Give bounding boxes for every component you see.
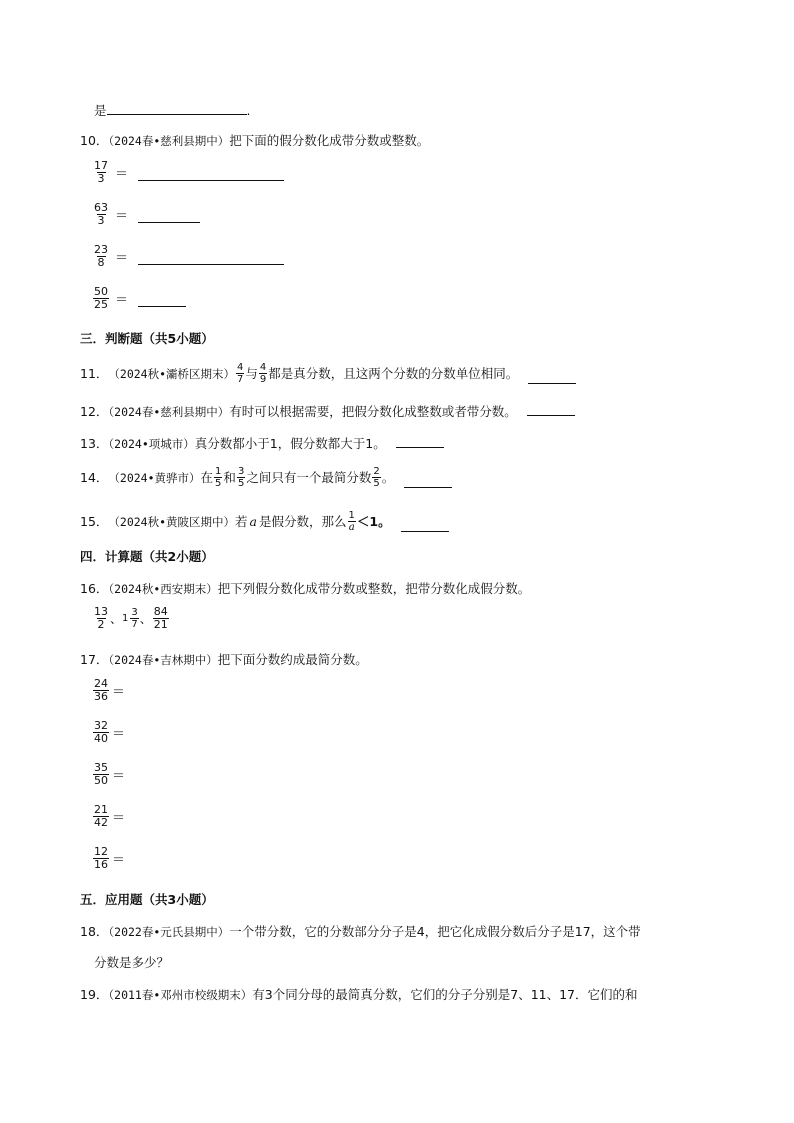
equals-sign: ＝ xyxy=(115,209,129,224)
question-15 xyxy=(80,510,449,533)
question-number: 11． xyxy=(80,365,109,381)
question-text: 真分数都小于1，假分数都大于1。 xyxy=(194,436,386,451)
fraction: $\frac{24}{36}$ xyxy=(94,677,108,703)
question-text: 把下面分数约成最简分数。 xyxy=(217,652,368,667)
fraction: $\frac{84}{21}$ xyxy=(153,605,168,631)
section-heading: 三．判断题（共5小题） xyxy=(80,331,214,346)
answer-blank[interactable] xyxy=(138,264,284,265)
continued-line xyxy=(94,102,251,120)
q10-item-2 xyxy=(92,202,200,227)
question-text-continued: 分数是多少？ xyxy=(94,955,170,970)
question-number: 17． xyxy=(80,652,109,667)
question-number: 12． xyxy=(80,404,109,419)
question-18 xyxy=(80,923,641,941)
question-source: （2024秋•西安期末） xyxy=(108,582,218,596)
question-text: 一个带分数，它的分数部分分子是4，把它化成假分数后分子是17，这个带 xyxy=(229,924,641,939)
equals-sign: ＝ xyxy=(112,685,126,700)
fraction: $\frac{1}{5}$ xyxy=(215,466,222,489)
connector-text: 和 xyxy=(223,469,236,485)
question-text: 之间只有一个最简分数 xyxy=(246,469,372,485)
answer-blank[interactable] xyxy=(404,475,452,488)
fraction: $\frac{2}{5}$ xyxy=(373,466,380,489)
separator: 、 xyxy=(110,612,123,626)
line-prefix: 是 xyxy=(94,103,107,118)
answer-blank[interactable] xyxy=(527,403,575,416)
question-source: （2024秋•黄陂区期中） xyxy=(108,514,236,529)
question-number: 16． xyxy=(80,581,109,596)
equals-sign: ＝ xyxy=(112,853,126,868)
question-19 xyxy=(80,986,638,1004)
fraction: $\frac{63}{3}$ xyxy=(94,201,108,227)
question-source: （2024春•吉林期中） xyxy=(108,653,218,667)
connector-text: 与 xyxy=(245,365,258,381)
answer-blank[interactable] xyxy=(138,222,200,223)
fraction: $\frac{4}{7}$ xyxy=(237,362,244,385)
question-source: （2024•项城市） xyxy=(108,437,195,451)
fraction: $\frac{35}{50}$ xyxy=(94,761,108,787)
connector-text: 在 xyxy=(200,469,214,485)
fraction: $\frac{23}{8}$ xyxy=(94,243,108,269)
question-source: （2024春•慈利县期中） xyxy=(108,405,230,419)
variable-a: a xyxy=(249,513,257,529)
fraction: $\frac{21}{42}$ xyxy=(94,803,108,829)
question-source: （2011春•邓州市校级期末） xyxy=(108,988,253,1002)
q17-item-1 xyxy=(92,678,125,703)
q16-expressions xyxy=(92,606,170,631)
equals-sign: ＝ xyxy=(112,727,126,742)
q17-item-4 xyxy=(92,804,125,829)
q17-item-2 xyxy=(92,720,125,745)
equals-sign: ＝ xyxy=(115,251,129,266)
question-10 xyxy=(80,132,429,150)
question-number: 15． xyxy=(80,513,109,529)
question-12 xyxy=(80,403,575,421)
answer-blank[interactable] xyxy=(528,371,576,384)
fraction: $\frac{32}{40}$ xyxy=(94,719,108,745)
equals-sign: ＝ xyxy=(112,811,126,826)
fraction: $\frac{4}{9}$ xyxy=(259,362,267,385)
answer-blank[interactable] xyxy=(401,519,449,532)
question-text: 有时可以根据需要，把假分数化成整数或者带分数。 xyxy=(229,404,517,419)
question-text: 是假分数，那么 xyxy=(259,513,347,529)
question-number: 10． xyxy=(80,133,109,148)
question-source: （2024•黄骅市） xyxy=(108,470,201,485)
question-11 xyxy=(80,362,576,385)
q10-item-1 xyxy=(92,160,284,185)
q10-item-4 xyxy=(92,286,186,311)
question-number: 18． xyxy=(80,924,109,939)
answer-blank[interactable] xyxy=(107,102,247,115)
question-number: 13． xyxy=(80,436,109,451)
question-17 xyxy=(80,651,368,669)
question-source: （2024春•慈利县期中） xyxy=(108,134,230,148)
question-16 xyxy=(80,580,530,598)
fraction: $\frac{17}{3}$ xyxy=(94,159,108,185)
answer-blank[interactable] xyxy=(138,306,186,307)
question-source: （2022春•元氏县期中） xyxy=(108,925,230,939)
question-14 xyxy=(80,466,452,489)
question-text: 把下面的假分数化成带分数或整数。 xyxy=(229,133,430,148)
answer-blank[interactable] xyxy=(138,180,284,181)
equals-sign: ＝ xyxy=(112,769,126,784)
question-text: 把下列假分数化成带分数或整数，把带分数化成假分数。 xyxy=(217,581,531,596)
fraction: $\frac{1}{a}$ xyxy=(348,510,355,533)
section-heading: 五．应用题（共3小题） xyxy=(80,892,214,907)
answer-blank[interactable] xyxy=(396,435,444,448)
section-heading: 四．计算题（共2小题） xyxy=(80,549,214,564)
question-13 xyxy=(80,435,444,453)
equals-sign: ＝ xyxy=(115,293,129,308)
fraction: $\frac{13}{2}$ xyxy=(94,605,108,631)
fraction: $\frac{3}{5}$ xyxy=(237,466,245,489)
question-source: （2024秋•灞桥区期末） xyxy=(108,366,236,381)
equals-sign: ＝ xyxy=(115,167,129,182)
punctuation: 。 xyxy=(381,469,395,485)
q17-item-5 xyxy=(92,846,125,871)
question-text: 有3个同分母的最简真分数，它们的分子分别是7、11、17．它们的和 xyxy=(252,987,638,1002)
question-text: 都是真分数，且这两个分数的分数单位相同。 xyxy=(268,365,519,381)
question-number: 14． xyxy=(80,469,109,485)
fraction: $\frac{12}{16}$ xyxy=(94,845,108,871)
comparison: ＜1。 xyxy=(356,513,391,529)
q10-item-3 xyxy=(92,244,284,269)
connector-text: 若 xyxy=(235,513,248,529)
separator: 、 xyxy=(139,612,152,626)
line-suffix: . xyxy=(246,103,251,118)
mixed-number: 1 $\frac{3}{7}$ xyxy=(122,607,138,630)
fraction: $\frac{50}{25}$ xyxy=(94,285,108,311)
question-number: 19． xyxy=(80,987,109,1002)
q17-item-3 xyxy=(92,762,125,787)
